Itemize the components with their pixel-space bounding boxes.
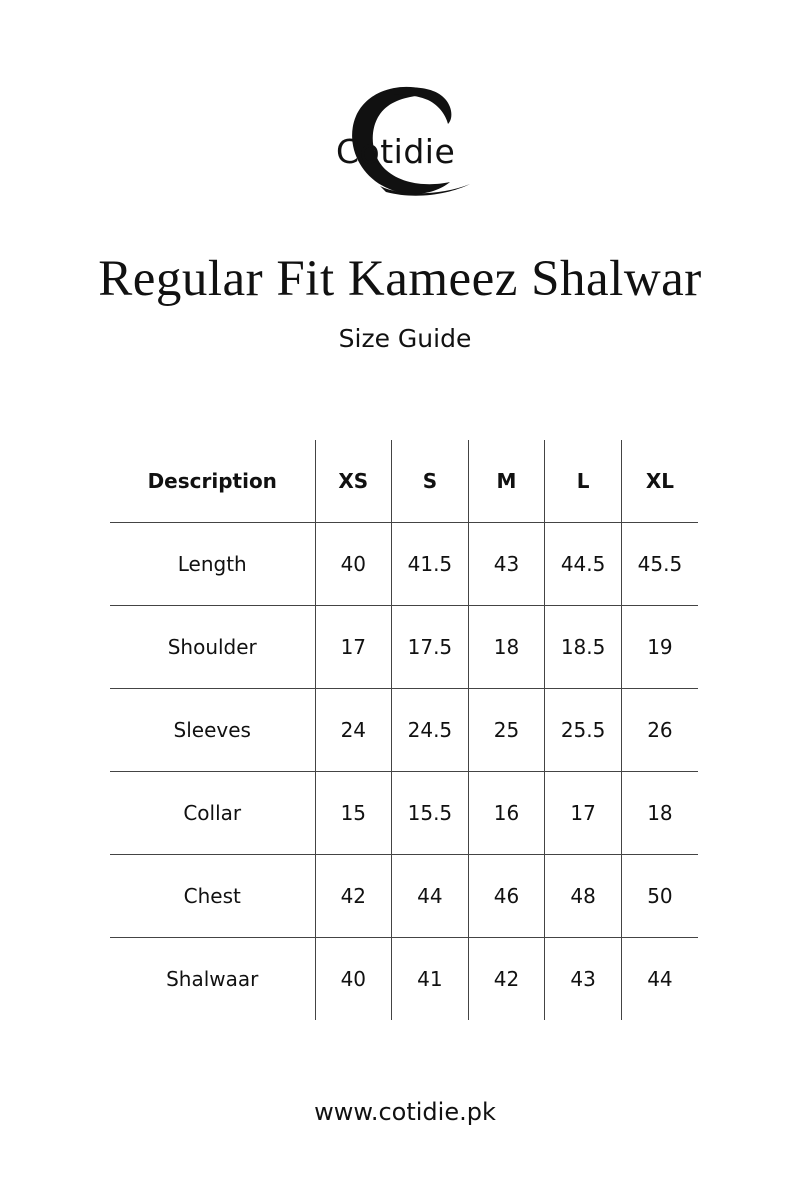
table-cell: 26	[621, 689, 698, 772]
row-label: Shalwaar	[166, 967, 259, 991]
table-cell: 40	[315, 938, 392, 1021]
table-row	[110, 606, 698, 689]
table-cell: 18.5	[545, 606, 622, 689]
table-cell: 25	[468, 689, 545, 772]
column-header-l: L	[545, 440, 622, 523]
table-cell: 42	[468, 938, 545, 1021]
brand-logo	[320, 82, 490, 202]
table-cell: 16	[468, 772, 545, 855]
table-row	[110, 772, 698, 855]
table-cell: 15.5	[392, 772, 469, 855]
table-cell: 46	[468, 855, 545, 938]
row-label: Sleeves	[110, 689, 315, 772]
table-cell: 43	[545, 938, 622, 1021]
table-cell: 44.5	[545, 523, 622, 606]
table-cell: 44	[392, 855, 469, 938]
row-label: Length	[110, 523, 315, 606]
table-cell: 18	[621, 772, 698, 855]
table-cell: 41.5	[392, 523, 469, 606]
table-row	[110, 689, 698, 772]
page-subtitle: Size Guide	[338, 324, 472, 353]
table-cell: 17	[545, 772, 622, 855]
row-label: Shoulder	[110, 606, 315, 689]
table-cell: 25.5	[545, 689, 622, 772]
table-cell: 17	[315, 606, 392, 689]
table-cell: 18	[468, 606, 545, 689]
table-cell: 15	[315, 772, 392, 855]
table-cell: 40	[315, 523, 392, 606]
size-table	[110, 440, 698, 1020]
table-cell: 42	[315, 855, 392, 938]
table-cell: 17.5	[392, 606, 469, 689]
table-cell: 24.5	[392, 689, 469, 772]
brand-name: Cotidie	[336, 132, 456, 171]
page-title: Regular Fit Kameez Shalwar	[98, 251, 702, 307]
table-row	[110, 523, 698, 606]
column-header-m: M	[468, 440, 545, 523]
table-cell: 43	[468, 523, 545, 606]
column-header-xs: XS	[315, 440, 392, 523]
table-cell: 19	[621, 606, 698, 689]
table-row	[110, 938, 698, 1021]
column-header-xl: XL	[621, 440, 698, 523]
table-cell: 48	[545, 855, 622, 938]
column-header-description: Description	[110, 440, 315, 523]
row-label: Chest	[110, 855, 315, 938]
table-cell: 24	[315, 689, 392, 772]
table-row	[110, 855, 698, 938]
website-url: www.cotidie.pk	[314, 1098, 496, 1126]
table-cell: 50	[621, 855, 698, 938]
row-label: Collar	[110, 772, 315, 855]
column-header-s: S	[392, 440, 469, 523]
table-header-row	[110, 440, 698, 523]
table-cell: 44	[621, 938, 698, 1021]
table-cell: 41	[392, 938, 469, 1021]
table-cell: 45.5	[621, 523, 698, 606]
